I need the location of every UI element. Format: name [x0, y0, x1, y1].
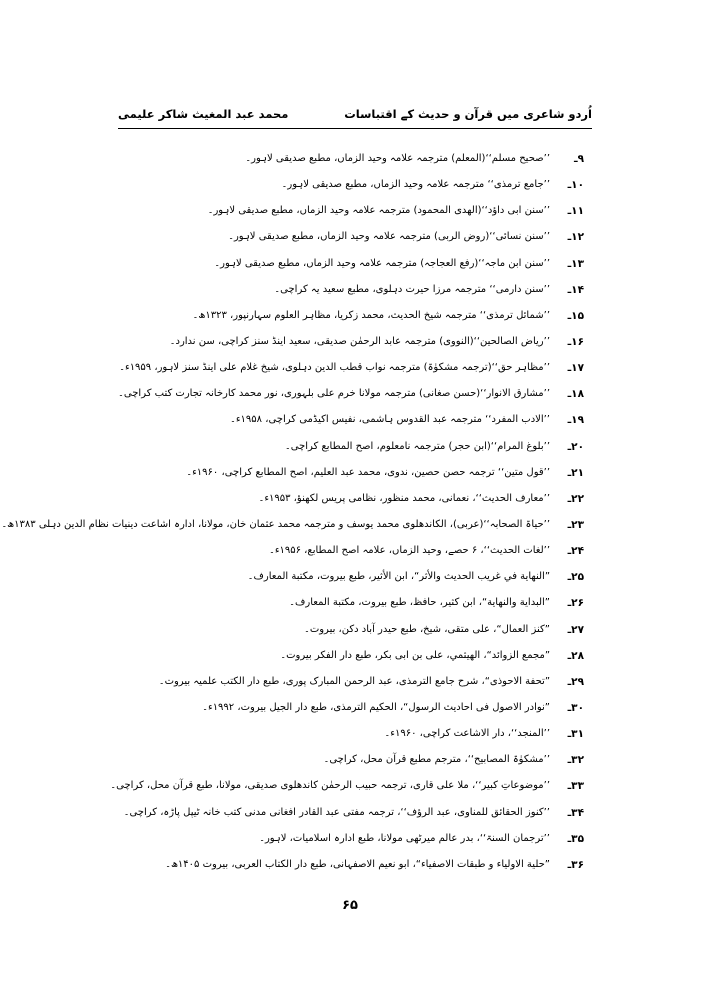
reference-number: ۲۲ـ	[567, 492, 584, 505]
reference-text: ’’جامع ترمذی‘‘ مترجمہ علامہ وحید الزماں، مطبع صدیقی لاہور۔	[281, 179, 550, 191]
reference-number: ۳۶ـ	[567, 858, 584, 871]
reference-item	[100, 251, 584, 277]
reference-text: ”حلية الاولياء و طبقات الاصفياء“، ابو نعیم الاصفہانی، طبع دار الکتاب العربی، بیروت ۱۴۰۵ھ۔	[165, 858, 550, 870]
header-rule	[118, 128, 592, 129]
reference-text: ”النهاية في غريب الحديث والأثر“، ابن الأثير، طبع بيروت، مكتبة المعارف۔	[247, 571, 550, 583]
reference-number: ۱۷ـ	[567, 362, 584, 375]
reference-item	[100, 564, 584, 590]
reference-text: ’’ترجمان السنۃ‘‘، بدر عالم میرٹھی مولانا، طبع ادارہ اسلامیات، لاہور۔	[259, 832, 550, 844]
reference-text: ’’بلوغ المرام‘‘(ابن حجر) مترجمہ نامعلوم، اصح المطابع کراچی۔	[284, 440, 550, 452]
reference-number: ۱۶ـ	[567, 336, 584, 349]
reference-number: ۲۹ـ	[567, 675, 584, 688]
reference-number: ۱۸ـ	[567, 388, 584, 401]
reference-item	[100, 146, 584, 172]
reference-item	[100, 172, 584, 198]
reference-item	[100, 721, 584, 747]
reference-item	[100, 773, 584, 799]
reference-item	[100, 826, 584, 852]
reference-text: ’’کنوز الحقائق للمناوی، عبد الرؤف‘‘، ترجمہ مفتی عبد القادر افغانی مدنی کتب خانہ ٹیپل پاڑہ، کراچی۔	[123, 806, 550, 818]
reference-text: ”نوادر الاصول فی احادیث الرسول“، الحکیم الترمذی، طبع دار الجیل بیروت، ۱۹۹۲ء۔	[202, 702, 550, 714]
reference-item	[100, 538, 584, 564]
reference-text: ’’شمائل ترمذی‘‘ مترجمہ شیخ الحدیث، محمد زکریا، مظاہر العلوم سہارنپور، ۱۳۲۳ھ۔	[192, 309, 550, 321]
reference-number: ۲۰ـ	[567, 440, 584, 453]
reference-number: ۱۱ـ	[567, 205, 584, 218]
reference-item	[100, 695, 584, 721]
reference-item	[100, 224, 584, 250]
reference-text: ”كنز العمال“، علی متقی، شیخ، طبع حیدر آباد دکن، بیروت۔	[303, 623, 550, 635]
reference-list	[1, 146, 584, 878]
reference-text: ’’موضوعاتِ کبیر‘‘، ملا علی قاری، ترجمہ حبیب الرحمٰن کاندھلوی صدیقی، مولانا، طبع قرآن محل، کراچی۔	[110, 780, 550, 792]
reference-text: ’’قول متین‘‘ ترجمہ حصن حصین، ندوی، محمد عبد العلیم، اصح المطابع کراچی، ۱۹۶۰ء۔	[186, 466, 550, 478]
reference-item	[100, 329, 584, 355]
reference-item	[100, 303, 584, 329]
reference-item	[100, 747, 584, 773]
reference-number: ۱۲ـ	[567, 231, 584, 244]
reference-item	[100, 590, 584, 616]
reference-number: ۹ـ	[573, 153, 584, 166]
reference-item	[100, 643, 584, 669]
reference-text: ’’مظاہر حق‘‘(ترجمہ مشکوٰۃ) مترجمہ نواب قطب الدین دہلوی، شیخ غلام علی اینڈ سنز لاہور، ۱۹۵۹ء۔	[119, 362, 550, 374]
reference-item	[100, 460, 584, 486]
header-book-title: اُردو شاعری میں قرآن و حدیث کے اقتباسات	[344, 107, 592, 121]
reference-item	[100, 800, 584, 826]
reference-item	[100, 355, 584, 381]
reference-number: ۱۹ـ	[567, 414, 584, 427]
reference-number: ۳۴ـ	[567, 806, 584, 819]
reference-number: ۲۶ـ	[567, 597, 584, 610]
reference-number: ۱۴ـ	[567, 283, 584, 296]
reference-number: ۳۰ـ	[567, 702, 584, 715]
reference-text: ’’المنجد‘‘، دار الاشاعت کراچی، ۱۹۶۰ء۔	[384, 728, 550, 740]
reference-text: ’’معارف الحدیث‘‘، نعمانی، محمد منظور، نظامی پریس لکھنؤ، ۱۹۵۳ء۔	[258, 492, 550, 504]
reference-text: ’’حیاۃ الصحابہ‘‘(عربی)، الکاندھلوی محمد یوسف و مترجمہ محمد عثمان خان، مولانا، ادارہ اشاعت دینیات نظام الدین دہلی ۱۳۸۳ھ۔	[1, 519, 550, 531]
reference-number: ۳۵ـ	[567, 832, 584, 845]
reference-number: ۲۱ـ	[567, 466, 584, 479]
reference-number: ۱۵ـ	[567, 309, 584, 322]
reference-number: ۳۱ـ	[567, 728, 584, 741]
reference-text: ”البداية والنهاية“، ابن كثير، حافظ، طبع بيروت، مكتبة المعارف۔	[289, 597, 550, 609]
reference-item	[100, 277, 584, 303]
reference-item	[100, 198, 584, 224]
reference-number: ۲۷ـ	[567, 623, 584, 636]
reference-number: ۳۳ـ	[567, 780, 584, 793]
running-header	[118, 104, 592, 124]
header-author: محمد عبد المغیث شاکر علیمی	[118, 107, 289, 121]
reference-item	[100, 434, 584, 460]
reference-text: ’’مشکوٰۃ المصابیح‘‘، مترجم مطبع قرآن محل، کراچی۔	[323, 754, 550, 766]
reference-text: ’’صحیح مسلم‘‘(المعلم) مترجمہ علامہ وحید الزماں، مطبع صدیقی لاہور۔	[245, 153, 550, 165]
reference-text: ’’ریاض الصالحین‘‘(النووی) مترجمہ عابد الرحمٰن صدیقی، سعید اینڈ سنز کراچی، سن ندارد۔	[169, 336, 550, 348]
reference-item	[100, 852, 584, 878]
reference-text: ”مجمع الزوائد“، الهيثمي، علی بن ابی بکر، طبع دار الفکر بیروت۔	[280, 649, 550, 661]
reference-item	[100, 669, 584, 695]
reference-item	[1, 512, 584, 538]
reference-number: ۲۳ـ	[567, 519, 584, 532]
reference-text: ’’سنن دارمی‘‘ مترجمہ مرزا حیرت دہلوی، مطبع سعید یہ کراچی۔	[274, 283, 550, 295]
reference-item	[100, 407, 584, 433]
reference-text: ”تحفة الاحوذی“، شرح جامع الترمذی، عبد الرحمن المبارک پوری، طبع دار الکتب علمیہ بیروت۔	[158, 675, 550, 687]
reference-number: ۲۴ـ	[567, 545, 584, 558]
reference-text: ’’الادب المفرد‘‘ مترجمہ عبد القدوس ہاشمی، نفیس اکیڈمی کراچی، ۱۹۵۸ء۔	[229, 414, 550, 426]
reference-text: ’’سنن نسائی‘‘(روض الربی) مترجمہ علامہ وحید الزماں، مطبع صدیقی لاہور۔	[228, 231, 550, 243]
reference-item	[100, 486, 584, 512]
reference-number: ۱۳ـ	[567, 257, 584, 270]
reference-item	[100, 617, 584, 643]
reference-item	[100, 381, 584, 407]
reference-text: ’’سنن ابن ماجہ‘‘(رفع العجاجہ) مترجمہ علامہ وحید الزماں، مطبع صدیقی لاہور۔	[214, 257, 550, 269]
reference-number: ۲۵ـ	[567, 571, 584, 584]
reference-number: ۳۲ـ	[567, 754, 584, 767]
reference-number: ۱۰ـ	[567, 179, 584, 192]
reference-text: ’’مشارق الانوار‘‘(حسن صغانی) مترجمہ مولانا خرم علی بلہوری، نور محمد کارخانہ تجارت کتب کراچی۔	[118, 388, 550, 400]
reference-text: ’’سنن ابی داؤد‘‘(الهدی المحمود) مترجمہ علامہ وحید الزماں، مطبع صدیقی لاہور۔	[207, 205, 550, 217]
page-number: ۶۵	[342, 898, 358, 913]
reference-number: ۲۸ـ	[567, 649, 584, 662]
reference-text: ’’لغات الحدیث‘‘، ۶ حصے، وحید الزماں، علامہ اصح المطابع، ۱۹۵۶ء۔	[268, 545, 550, 557]
